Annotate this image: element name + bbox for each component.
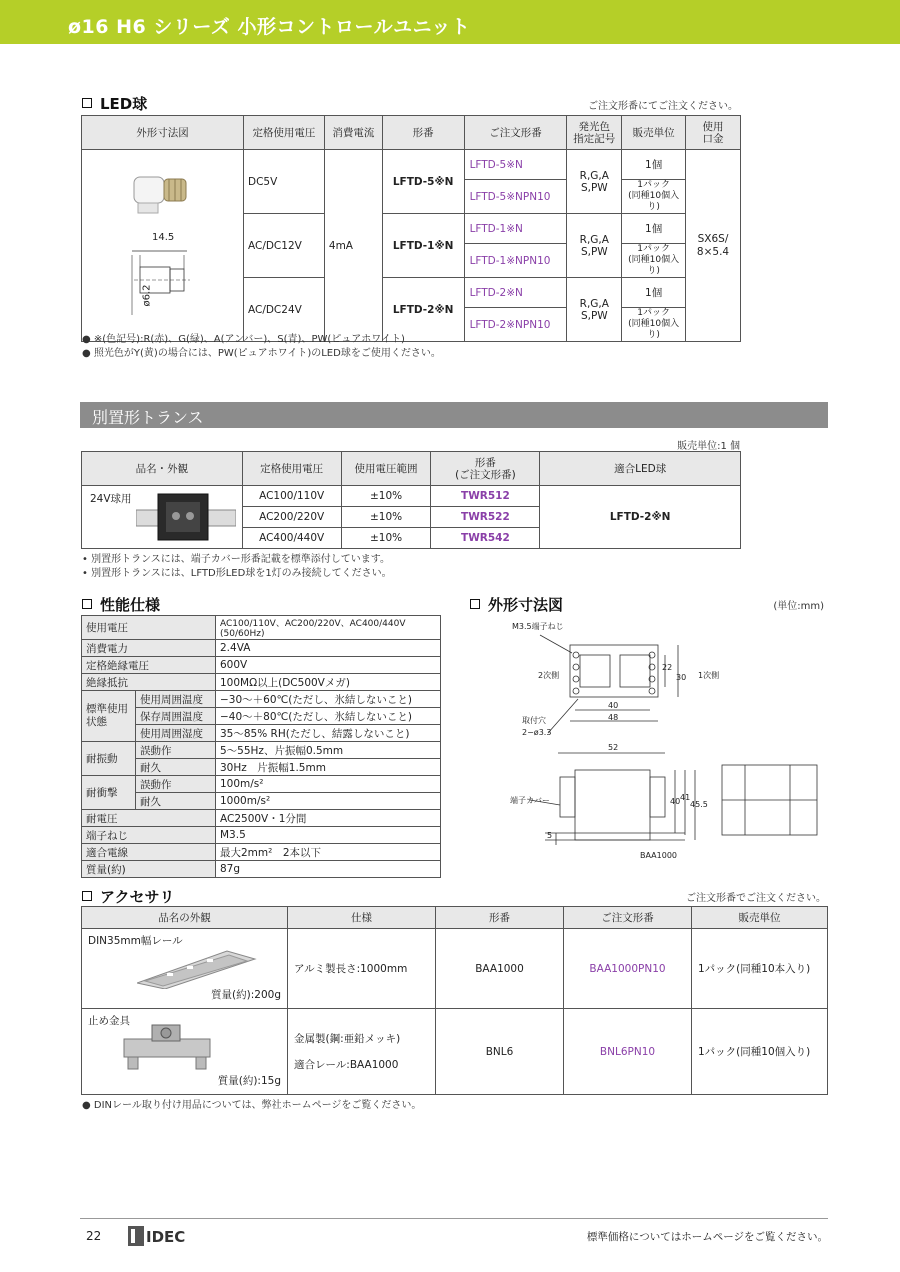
color-code-cell: R,G,A S,PW (567, 150, 622, 214)
page-number: 22 (86, 1229, 102, 1243)
col-header: ご注文形番 (564, 907, 692, 929)
accessories-table (81, 906, 828, 1095)
col-header: 定格使用電圧 (242, 452, 341, 486)
spec-label: 使用周囲温度 (136, 691, 216, 708)
voltage-cell: AC400/440V (242, 528, 341, 549)
model-cell: BNL6 (436, 1009, 564, 1095)
spec-label: 使用電圧 (82, 616, 216, 640)
spec-value: M3.5 (216, 827, 441, 844)
unit-cell: 1個 (622, 278, 686, 308)
col-header: 形番 (382, 116, 464, 150)
order-cell: LFTD-5※NPN10 (464, 180, 567, 214)
col-header: 品名の外観 (82, 907, 288, 929)
dim-40: 40 (608, 701, 619, 710)
col-header: ご注文形番 (464, 116, 567, 150)
voltage-cell: AC100/110V (242, 486, 341, 507)
spec-label: 適合電線 (82, 844, 216, 861)
spec-value: −40〜＋80℃(ただし、氷結しないこと) (216, 708, 441, 725)
section-title-transformer: 別置形トランス (80, 402, 828, 428)
footer-divider (80, 1218, 828, 1219)
spec-label: 消費電力 (82, 640, 216, 657)
dim-22: 22 (662, 663, 673, 672)
spec-label: 端子ねじ (82, 827, 216, 844)
performance-table (81, 615, 441, 878)
logo-text: IDEC (146, 1228, 186, 1246)
order-cell: LFTD-2※N (464, 278, 567, 308)
dim-unit: (単位:mm) (773, 601, 824, 612)
col-header: 外形寸法図 (82, 116, 244, 150)
spec-cell: アルミ製長さ:1000mm (288, 929, 436, 1009)
idec-logo (128, 1226, 190, 1246)
model-cell: TWR512 (431, 486, 540, 507)
color-code-cell: R,G,A S,PW (567, 214, 622, 278)
spec-value: 5〜55Hz、片振幅0.5mm (216, 742, 441, 759)
section-title-accessories: アクセサリ (82, 886, 175, 907)
dim-6-2: ø6.2 (141, 284, 153, 307)
trans-notes: • 別置形トランスには、端子カバー形番記載を標準添付しています。 • 別置形トランスには、LFTD形LED球を1灯のみ接続してください。 (82, 554, 392, 579)
unit-cell: 1パック (同種10個入り) (622, 244, 686, 278)
unit-cell: 1パック(同種10個入り) (692, 1009, 828, 1095)
label-mount-hole: 取付穴 (522, 716, 546, 725)
col-header: 定格使用電圧 (243, 116, 324, 150)
trans-unit-note: 販売単位:1 個 (677, 441, 740, 452)
din-rail-icon (137, 949, 257, 989)
led-bulb-icon (82, 155, 242, 333)
order-cell: BAA1000PN10 (564, 929, 692, 1009)
order-cell: LFTD-2※NPN10 (464, 308, 567, 342)
col-header: 発光色 指定記号 (567, 116, 622, 150)
unit-cell: 1パック (同種10個入り) (622, 180, 686, 214)
range-cell: ±10% (341, 486, 431, 507)
checkbox-square-icon (470, 599, 480, 609)
spec-label: 使用周囲湿度 (136, 725, 216, 742)
col-header: 適合LED球 (540, 452, 741, 486)
spec-label: 耐久 (136, 793, 216, 810)
order-cell: LFTD-1※NPN10 (464, 244, 567, 278)
voltage-cell: AC200/220V (242, 507, 341, 528)
acc-note: ● DINレール取り付け用品については、弊社ホームページをご覧ください。 (82, 1100, 422, 1111)
spec-value: AC2500V・1分間 (216, 810, 441, 827)
col-header: 使用電圧範囲 (341, 452, 431, 486)
spec-value: 1000m/s² (216, 793, 441, 810)
spec-label: 保存周囲温度 (136, 708, 216, 725)
unit-cell: 1個 (622, 150, 686, 180)
checkbox-square-icon (82, 98, 92, 108)
unit-cell: 1パック (同種10個入り) (622, 308, 686, 342)
spec-cell: 金属製(鋼:亜鉛メッキ) 適合レール:BAA1000 (288, 1009, 436, 1095)
footer-note: 標準価格についてはホームページをご覧ください。 (586, 1231, 828, 1243)
label-mount-hole-size: 2−ø3.3 (522, 728, 552, 737)
unit-cell: 1個 (622, 214, 686, 244)
transformer-appearance: 24V球用 (82, 486, 243, 549)
col-header: 販売単位 (622, 116, 686, 150)
label-terminal-screw: M3.5端子ねじ (512, 622, 564, 631)
spec-value: −30〜＋60℃(ただし、氷結しないこと) (216, 691, 441, 708)
spec-value: 35〜85% RH(ただし、結露しないこと) (216, 725, 441, 742)
spec-label: 定格絶縁電圧 (82, 657, 216, 674)
color-code-cell: R,G,A S,PW (567, 278, 622, 342)
led-notes: ● ※(色記号):R(赤)、G(緑)、A(アンバー)、S(青)、PW(ピュアホワイト) ● 照光色がY(黄)の場合には、PW(ピュアホワイト)のLED球をご使用ください。 (82, 334, 441, 359)
spec-group-label: 耐振動 (82, 742, 136, 776)
led-order-note: ご注文形番にてご注文ください。 (588, 101, 738, 112)
model-cell: TWR522 (431, 507, 540, 528)
dim-48: 48 (608, 713, 619, 722)
base-cell: SX6S/ 8×5.4 (686, 150, 741, 342)
col-header: 品名・外観 (82, 452, 243, 486)
order-cell: LFTD-5※N (464, 150, 567, 180)
spec-value: AC100/110V、AC200/220V、AC400/440V (50/60Hz) (216, 616, 441, 640)
dim-45-5: 45.5 (690, 800, 708, 809)
section-title-dimensions: 外形寸法図 (470, 594, 563, 615)
col-header: 形番 (436, 907, 564, 929)
checkbox-square-icon (82, 599, 92, 609)
led-compat-cell: LFTD-2※N (540, 486, 741, 549)
order-cell: LFTD-1※N (464, 214, 567, 244)
col-header: 消費電流 (324, 116, 382, 150)
acc-order-note: ご注文形番でご注文ください。 (686, 893, 826, 904)
led-dimension-drawing (82, 150, 244, 342)
transformer-table (81, 451, 741, 549)
spec-value: 100MΩ以上(DC500Vメガ) (216, 674, 441, 691)
col-header: 使用 口金 (686, 116, 741, 150)
order-cell: BNL6PN10 (564, 1009, 692, 1095)
model-cell: LFTD-2※N (382, 278, 464, 342)
stopper-icon (122, 1023, 212, 1073)
range-cell: ±10% (341, 507, 431, 528)
label-primary: 1次側 (698, 671, 720, 680)
spec-label: 耐電圧 (82, 810, 216, 827)
col-header: 仕様 (288, 907, 436, 929)
dim-41: 41 (680, 793, 691, 802)
range-cell: ±10% (341, 528, 431, 549)
checkbox-square-icon (82, 891, 92, 901)
spec-label: 絶縁抵抗 (82, 674, 216, 691)
accessory-appearance: DIN35mm幅レール 質量(約):200g (82, 929, 288, 1009)
label-secondary: 2次側 (538, 671, 560, 680)
voltage-cell: DC5V (243, 150, 324, 214)
col-header: 形番 (ご注文形番) (431, 452, 540, 486)
led-table (81, 115, 741, 342)
section-title-led: LED球 (82, 93, 147, 114)
spec-value: 600V (216, 657, 441, 674)
dimension-drawing (500, 615, 830, 875)
model-cell: BAA1000 (436, 929, 564, 1009)
voltage-cell: AC/DC12V (243, 214, 324, 278)
spec-label: 誤動作 (136, 776, 216, 793)
accessory-appearance: 止め金具 質量(約):15g (82, 1009, 288, 1095)
label-baa1000: BAA1000 (640, 851, 678, 860)
voltage-cell: AC/DC24V (243, 278, 324, 342)
dim-30: 30 (676, 673, 687, 682)
spec-group-label: 標準使用 状態 (82, 691, 136, 742)
section-title-performance: 性能仕様 (82, 594, 160, 615)
page-header: ø16 H6 シリーズ 小形コントロールユニット (0, 0, 900, 44)
dim-14-5: 14.5 (152, 232, 175, 243)
spec-value: 2.4VA (216, 640, 441, 657)
spec-value: 100m/s² (216, 776, 441, 793)
transformer-icon (136, 492, 236, 544)
model-cell: LFTD-1※N (382, 214, 464, 278)
spec-label: 誤動作 (136, 742, 216, 759)
model-cell: TWR542 (431, 528, 540, 549)
spec-group-label: 耐衝撃 (82, 776, 136, 810)
spec-value: 30Hz 片振幅1.5mm (216, 759, 441, 776)
dim-40v: 40 (670, 797, 681, 806)
dim-5: 5 (547, 831, 553, 840)
spec-value: 最大2mm² 2本以下 (216, 844, 441, 861)
dim-52: 52 (608, 743, 619, 752)
col-header: 販売単位 (692, 907, 828, 929)
spec-label: 質量(約) (82, 861, 216, 878)
model-cell: LFTD-5※N (382, 150, 464, 214)
spec-label: 耐久 (136, 759, 216, 776)
unit-cell: 1パック(同種10本入り) (692, 929, 828, 1009)
spec-value: 87g (216, 861, 441, 878)
label-terminal-cover: 端子カバー (510, 796, 550, 805)
current-cell: 4mA (324, 150, 382, 342)
